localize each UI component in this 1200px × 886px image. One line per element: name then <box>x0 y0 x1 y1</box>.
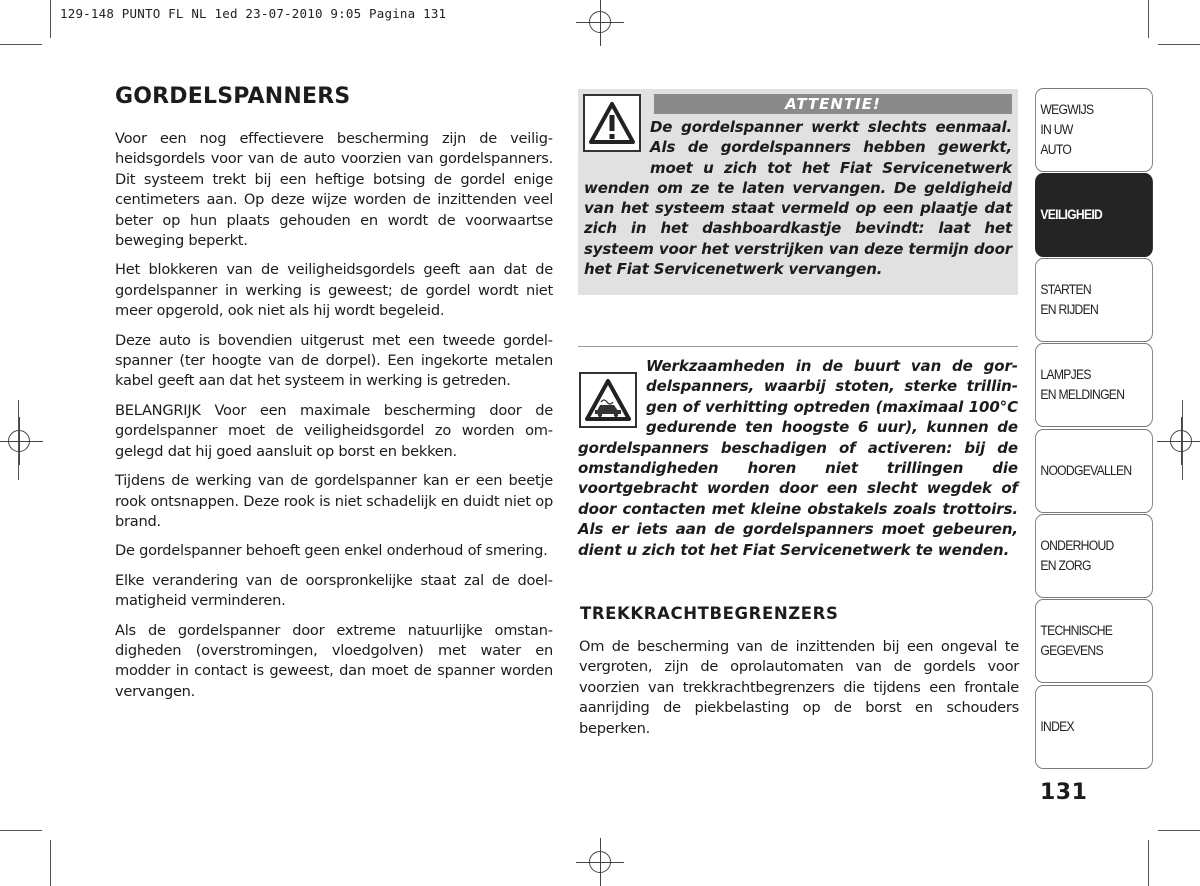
chapter-tab-2[interactable] <box>1035 173 1153 257</box>
crop-mark <box>0 44 42 45</box>
body-paragraph: Om de bescherming van de inzittenden bij een ongeval te vergroten, zijn de oprolautomaten van de gordels voor voorzien van trekkrachtbegrenzers die tijdens een frontale aanrijding de piekbelasting op de borst en schouders beperken. <box>579 638 1019 737</box>
crop-mark <box>1158 830 1200 831</box>
body-paragraph: Deze auto is bovendien uitgerust met een tweede gordelspanner (ter hoogte van de dorpel). Een ingekorte metalen kabel geeft aan dat het systeem in werking is getreden. <box>115 331 553 390</box>
chapter-tab-label: TECHNISCHE <box>1040 623 1113 638</box>
warning-text <box>584 117 1012 279</box>
crop-mark <box>1148 0 1149 38</box>
registration-mark-icon <box>1170 430 1192 452</box>
crop-mark <box>1148 840 1149 886</box>
chapter-tab-label: STARTEN <box>1040 282 1091 297</box>
chapter-tab-8[interactable] <box>1035 685 1153 769</box>
chapter-tab-label: GEGEVENS <box>1040 643 1103 658</box>
chapter-tab-label: IN UW <box>1040 122 1073 137</box>
registration-mark-icon <box>8 430 30 452</box>
body-paragraph: BELANGRIJK Voor een maximale bescherming door de gordelspanner moet de veiligheidsgordel zo worden omgelegd dat hij goed aansluit op borst en bekken. <box>115 401 553 460</box>
warning-triangle-icon <box>583 94 641 152</box>
warning-text-content: De gordelspanner werkt slechts eenmaal. Als de gordelspanners hebben gewerkt, moet u zich tot het Fiat Servicenetwerk wenden om ze te laten vervangen. De geldigheid van het systeem staat vermeld op een plaatje dat zich in het dashboardkastje bevindt: laat het systeem voor het verstrijken van deze termijn door het Fiat Servicenetwerk vervangen. <box>584 118 1012 279</box>
environment-note-text <box>578 356 1018 560</box>
chapter-tab-label: EN ZORG <box>1040 558 1091 573</box>
body-paragraph: Het blokkeren van de veiligheidsgordels geeft aan dat de gordelspanner in werking is geweest; de gordel wordt niet meer opgerold, ook niet als hij wordt begeleid. <box>115 261 553 320</box>
crop-mark <box>1158 44 1200 45</box>
warning-banner: ATTENTIE! <box>654 94 1012 114</box>
section-title: GORDELSPANNERS <box>115 84 351 109</box>
subsection-title: TREKKRACHTBEGRENZERS <box>580 604 839 623</box>
warning-box <box>578 89 1018 295</box>
chapter-tab-4[interactable] <box>1035 343 1153 427</box>
chapter-tab-7[interactable] <box>1035 599 1153 683</box>
right-column <box>578 89 1018 559</box>
crop-mark <box>0 830 42 831</box>
registration-mark-icon <box>589 851 611 873</box>
environment-note-content: Werkzaamheden in de buurt van de gordelspanners, waarbij stoten, sterke trillingen of verhitting optreden (maximaal 100°C gedurende ten hoogste 6 uur), kunnen de gordelspanners beschadigen of activeren: bij de omstandigheden horen niet trillingen die voortgebracht worden door een slecht wegdek of door contacten met kleine obstakels zoals trottoirs. Als er iets aan de gordelspanners moet gebeuren, dient u zich tot het Fiat Servicenetwerk te wenden. <box>578 357 1018 559</box>
body-paragraph: Voor een nog effectievere bescherming zijn de veiligheidsgordels voor van de auto voorzien van gordelspanners. Dit systeem trekt bij een heftige botsing de gordel enige centimeters aan. Op deze wijze worden de inzittenden veel beter op hun plaats gehouden en wordt de voorwaartse beweging beperkt. <box>115 130 553 250</box>
chapter-tab-label: INDEX <box>1040 719 1074 734</box>
chapter-tab-label: NOODGEVALLEN <box>1040 463 1132 478</box>
left-column <box>115 84 553 711</box>
chapter-tab-1[interactable] <box>1035 88 1153 172</box>
chapter-tab-label: VEILIGHEID <box>1040 207 1103 222</box>
crop-mark <box>50 0 51 38</box>
body-paragraph: Tijdens de werking van de gordelspanner kan er een beetje rook ontsnappen. Deze rook is niet schadelijk en duidt niet op brand. <box>115 472 553 530</box>
chapter-tab-label: AUTO <box>1040 142 1072 157</box>
print-header: 129-148 PUNTO FL NL 1ed 23-07-2010 9:05 Pagina 131 <box>60 6 447 21</box>
registration-mark-icon <box>589 11 611 33</box>
crop-mark <box>50 840 51 886</box>
body-paragraph: De gordelspanner behoeft geen enkel onderhoud of smering. <box>115 542 548 560</box>
chapter-tab-6[interactable] <box>1035 514 1153 598</box>
page-number: 131 <box>1040 780 1088 805</box>
car-road-warning-icon <box>579 372 637 428</box>
body-paragraph: Elke verandering van de oorspronkelijke staat zal de doelmatigheid verminderen. <box>115 571 553 610</box>
chapter-tab-label: EN RIJDEN <box>1040 302 1099 317</box>
chapter-tab-label: ONDERHOUD <box>1040 538 1114 553</box>
chapter-tab-5[interactable] <box>1035 429 1153 513</box>
divider <box>578 346 1018 347</box>
chapter-tab-label: WEGWIJS <box>1040 102 1094 117</box>
chapter-tab-label: EN MELDINGEN <box>1040 387 1125 402</box>
chapter-tab-label: LAMPJES <box>1040 367 1091 382</box>
chapter-tab-3[interactable] <box>1035 258 1153 342</box>
body-paragraph: Als de gordelspanner door extreme natuurlijke omstandigheden (overstromingen, vloedgolven) met water en modder in contact is geweest, dan moet de spanner worden vervangen. <box>115 621 553 700</box>
